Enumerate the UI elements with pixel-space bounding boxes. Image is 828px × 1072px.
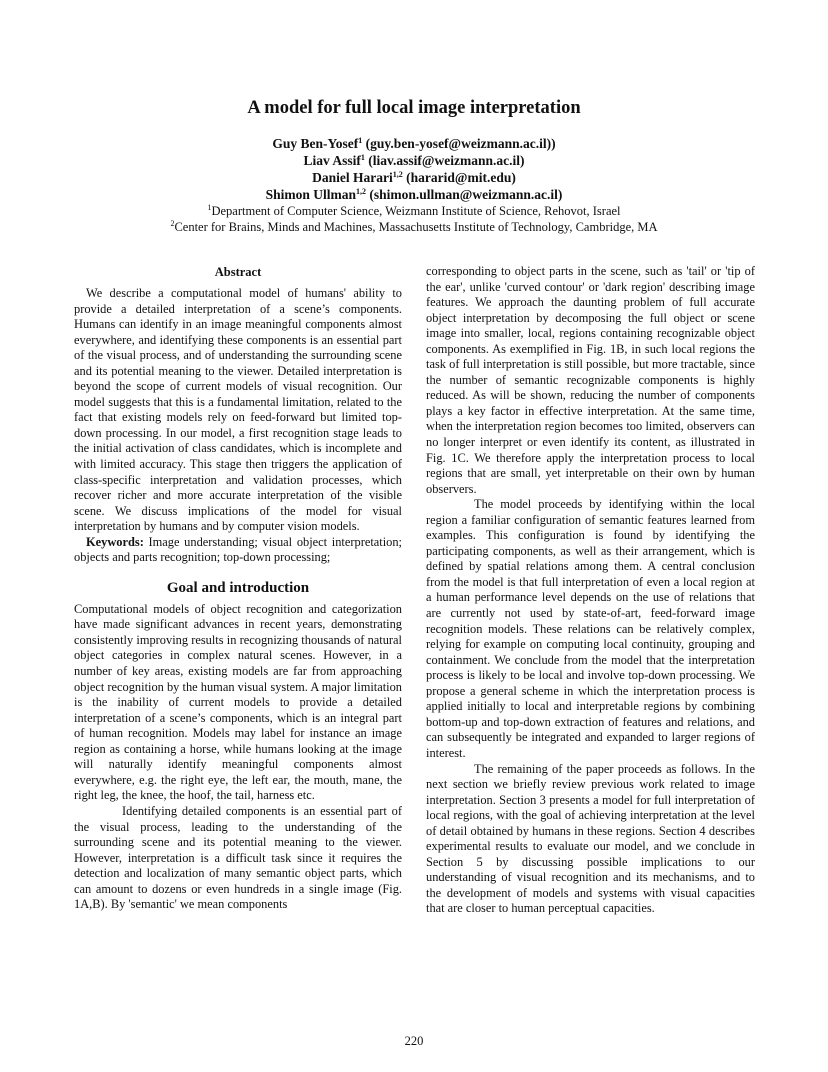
paper-title: A model for full local image interpretation bbox=[247, 98, 581, 118]
keywords-label: Keywords: bbox=[86, 534, 144, 549]
right-column bbox=[426, 264, 755, 917]
affiliation-marker: 1 bbox=[207, 203, 212, 212]
author-email: (liav.assif@weizmann.ac.il) bbox=[368, 153, 525, 168]
affiliation-2 bbox=[0, 220, 828, 235]
author-affil-marker: 1,2 bbox=[356, 187, 367, 196]
intro-paragraph-2: Identifying detailed components is an essential part of the visual process, leading to the understanding of the surrounding scene and its potential meaning to the viewer. However, interpretation is a difficult task since it requires the detection and localization of many semantic object parts, which can amount to dozens or even hundreds in a single image (Fig. 1A,B). By 'semantic' we mean components bbox=[74, 803, 402, 912]
right-paragraph-1: corresponding to object parts in the scene, such as 'tail' or 'tip of the ear', unlike 'curved contour' or 'dark region' describing image features. We approach the daunting problem of full accurate object interpretation by decomposing the full object or scene image into smaller, local, regions containing recognizable object components. As exemplified in Fig. 1B, in such local regions the task of full interpretation is still possible, but more tractable, since the number of semantic recognizable components is highly reduced. As will be shown, reducing the number of components plays a key factor in effective interpretation. At the same time, when the interpretation region becomes too limited, observers can no longer interpret or even identify its content, as illustrated in Fig. 1C. We therefore apply the interpretation process to local regions that are small, yet interpretable on their own by human observers. bbox=[426, 264, 755, 496]
affiliation-1 bbox=[0, 204, 828, 219]
affiliation-text: Department of Computer Science, Weizmann Institute of Science, Rehovot, Israel bbox=[211, 204, 621, 218]
author-name: Daniel Harari bbox=[312, 170, 393, 185]
author-email: (hararid@mit.edu) bbox=[406, 170, 516, 185]
author-name: Liav Assif bbox=[303, 153, 361, 168]
author-name: Shimon Ullman bbox=[265, 187, 357, 202]
right-paragraph-3: The remaining of the paper proceeds as follows. In the next section we briefly review previous work related to image interpretation. Section 3 presents a model for full interpretation of local regions, with the goal of achieving interpretation at the level of detail obtained by humans in these regions. Section 4 describes experimental results to evaluate our model, and we conclude in Section 5 by discussing possible implications to our understanding of visual recognition and its mechanisms, and to the development of models and systems with visual capacities that are closer to human perceptual capacities. bbox=[426, 761, 755, 916]
affiliation-marker: 2 bbox=[170, 219, 175, 228]
author-name: Guy Ben-Yosef bbox=[272, 136, 359, 151]
abstract-heading: Abstract bbox=[214, 265, 262, 279]
author-affil-marker: 1,2 bbox=[392, 170, 403, 179]
author-line-1 bbox=[0, 136, 828, 152]
author-line-4 bbox=[0, 187, 828, 203]
author-affil-marker: 1 bbox=[360, 153, 365, 162]
author-email: (shimon.ullman@weizmann.ac.il) bbox=[369, 187, 563, 202]
keywords-text: Image understanding; visual object interpretation; objects and parts recognition; top-down processing; bbox=[74, 534, 402, 565]
left-column bbox=[74, 264, 402, 913]
keywords bbox=[74, 535, 402, 566]
author-line-2 bbox=[0, 153, 828, 169]
author-line-3 bbox=[0, 170, 828, 186]
author-affil-marker: 1 bbox=[358, 136, 363, 145]
right-paragraph-2: The model proceeds by identifying within the local region a familiar configuration of semantic features learned from examples. This configuration is found by identifying the participating components, as well as their arrangement, which is defined by spatial relations among them. A central conclusion from the model is that full interpretation of even a local region at a human performance level depends on the use of relations that are currently not used by state-of-art, feed-forward image recognition models. These relations can be relatively complex, relying for example on computing local continuity, grouping and containment. We conclude from the model that the interpretation process is likely to be local and involve top-down processing. We propose a general scheme in which the interpretation process is applied initially to local and interpretable regions by combining bottom-up and top-down extraction of features and relations, and can subsequently be integrated and expanded to larger regions of interest. bbox=[426, 497, 755, 760]
affiliation-text: Center for Brains, Minds and Machines, Massachusetts Institute of Technology, Cambridge, MA bbox=[174, 220, 658, 234]
section-heading: Goal and introduction bbox=[166, 579, 310, 596]
intro-paragraph-1: Computational models of object recognition and categorization have made significant advances in recent years, demonstrating consistently improving results in recognizing thousands of natural object categories in complex natural scenes. However, in a number of key areas, existing models are far from approaching object recognition by the human visual system. A major limitation is the inability of current models to provide a detailed interpretation of a scene’s components, which is an integral part of human recognition. Models may label for instance an image region as containing a horse, while humans looking at the image will naturally identify meaningful components almost everywhere, e.g. the right eye, the left ear, the mouth, mane, the right leg, the knee, the hoof, the tail, harness etc. bbox=[74, 601, 402, 803]
author-email: (guy.ben-yosef@weizmann.ac.il)) bbox=[365, 136, 556, 151]
abstract-text: We describe a computational model of humans' ability to provide a detailed interpretation of a scene’s components. Humans can identify in an image meaningful components almost everywhere, and identifying these components is an essential part of the visual process, and of understanding the surrounding scene and its potential meaning to the viewer. Detailed interpretation is beyond the scope of current models of visual recognition. Our model suggests that this is a fundamental limitation, related to the fact that existing models rely on feed-forward but limited top-down processing. In our model, a first recognition stage leads to the initial activation of class candidates, which is incomplete and with limited accuracy. This stage then triggers the application of class-specific interpretation and validation processes, which recover richer and more accurate interpretation of the visible scene. We discuss implications of the model for visual interpretation by humans and by computer vision models. bbox=[74, 286, 402, 534]
page-number: 220 bbox=[404, 1034, 424, 1048]
